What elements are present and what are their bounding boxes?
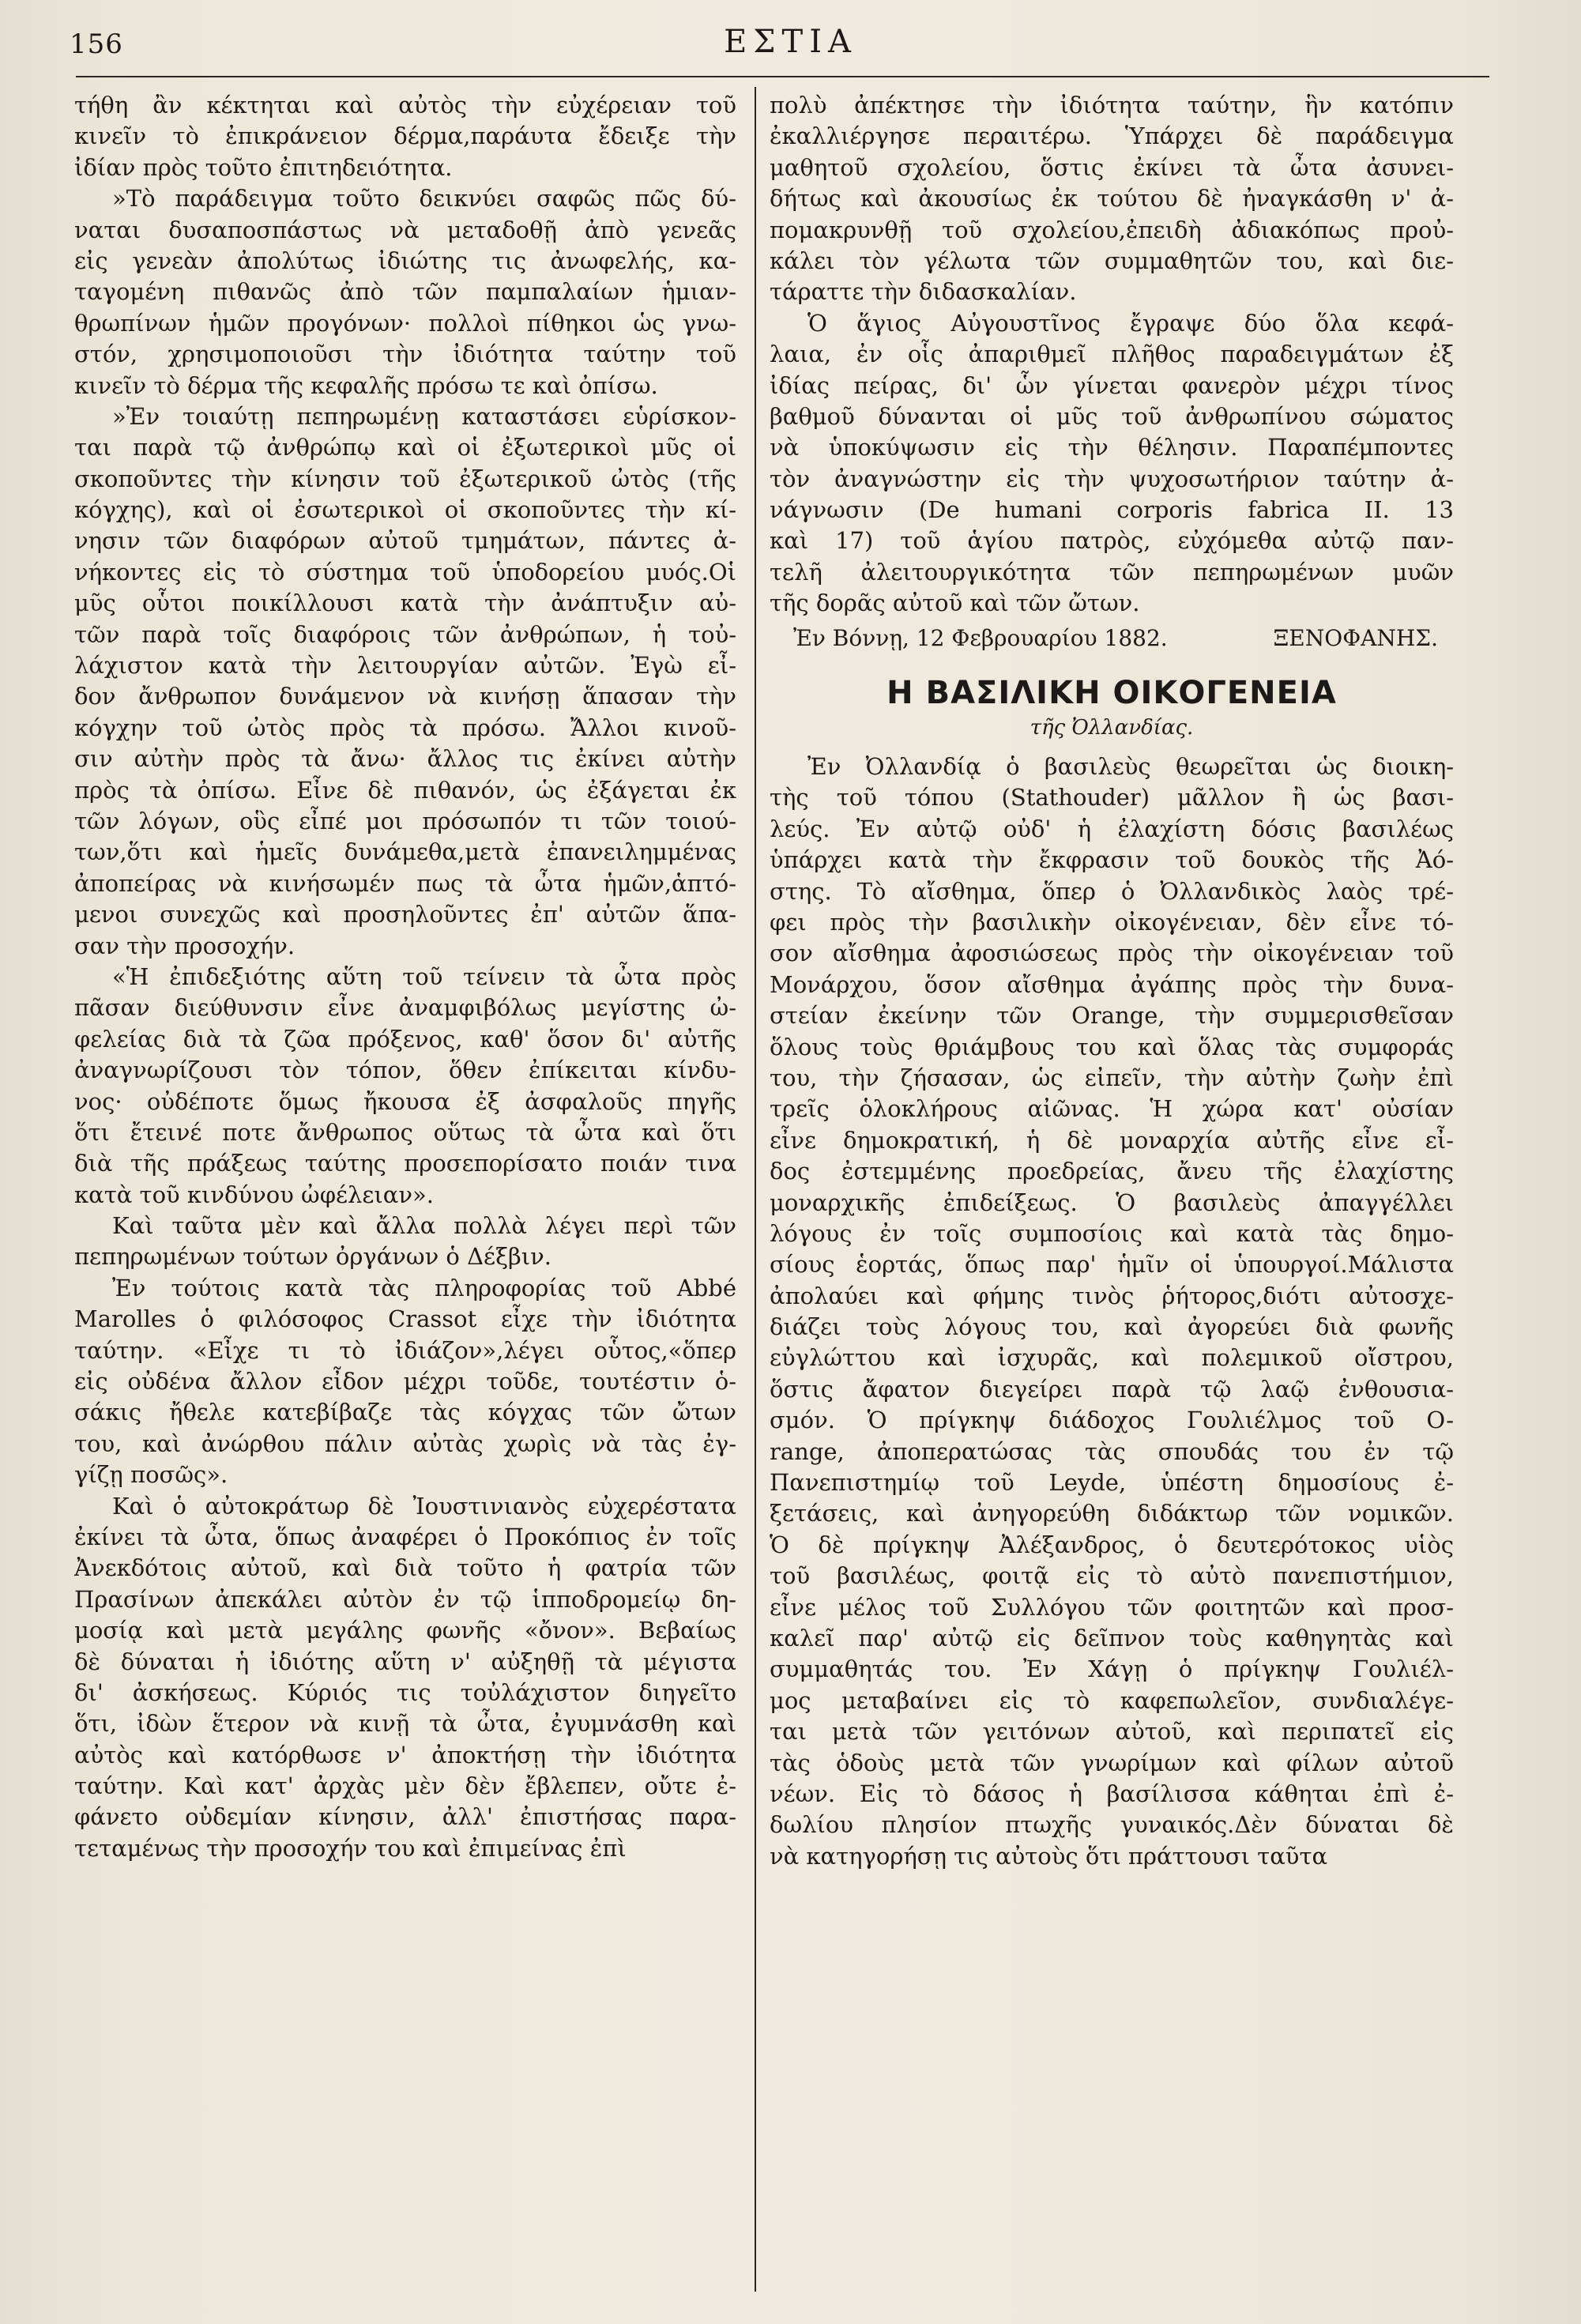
text-line: ἀποπείρας νὰ κινήσωμέν πως τὰ ὦτα ἡμῶν,ἁπτό- [74,869,736,897]
text-line: ὑπάρχει κατὰ τὴν ἔκφρασιν τοῦ δουκὸς τῆς Ἀό- [770,846,1454,874]
text-line: πολὺ ἀπέκτησε τὴν ἰδιότητα ταύτην, ἣν κατόπιν [770,92,1454,119]
text-line: συμμαθητάς του. Ἐν Χάγῃ ὁ πρίγκηψ Γουλιέλ- [770,1655,1454,1683]
text-line: ἐκίνει τὰ ὦτα, ὅπως ἀναφέρει ὁ Προκόπιος ἐν τοῖς [74,1523,736,1550]
text-line: κόγχην τοῦ ὠτὸς πρὸς τὰ πρόσω. Ἄλλοι κινοῦ- [74,714,736,741]
text-line: εἶνε δημοκρατική, ἡ δὲ μοναρχία αὐτῆς εἶνε εἶ- [770,1126,1454,1154]
text-line: Ἀνεκδότοις αὐτοῦ, καὶ διὰ τοῦτο ἡ φατρία τῶν [74,1554,736,1582]
text-line: φελείας διὰ τὰ ζῶα πρόξενος, καθ' ὅσον δι' αὐτῆς [74,1025,736,1053]
text-line: του, τὴν ζήσασαν, ὡς εἰπεῖν, τὴν αὐτὴν ζωὴν ἐπὶ [770,1064,1454,1091]
text-line: νὰ ὑποκύψωσιν εἰς τὴν θέλησιν. Παραπέμποντες [770,434,1454,461]
header-rule [76,76,1489,77]
text-line: σον αἴσθημα ἀφοσιώσεως πρὸς τὴν οἰκογένειαν τοῦ [770,940,1454,967]
section-title: Η ΒΑΣΙΛΙΚΗ ΟΙΚΟΓΕΝΕΙΑ [886,675,1337,712]
text-line: τήθη ἂν κέκτηται καὶ αὐτὸς τὴν εὐχέρειαν τοῦ [74,92,736,119]
text-line: πεπηρωμένων τούτων ὀργάνων ὁ Δέξβιν. [74,1243,552,1271]
text-line: κάλει τὸν γέλωτα τῶν συμμαθητῶν του, καὶ διε- [770,247,1454,274]
text-line: Ὁ δὲ πρίγκηψ Ἀλέξανδρος, ὁ δευτερότοκος υἱὸς [770,1531,1454,1558]
text-line: ὅστις ἄφατον διεγείρει παρὰ τῷ λαῷ ἐνθουσια- [770,1375,1454,1403]
text-line: Ἐν Ὀλλανδίᾳ ὁ βασιλεὺς θεωρεῖται ὡς διοικη- [807,753,1454,781]
text-line: δήτως καὶ ἀκουσίως ἐκ τούτου δὲ ἠναγκάσθη ν' ἀ- [770,185,1454,213]
section-subtitle: τῆς Ὀλλανδίας. [1030,716,1194,740]
text-line: λαια, ἐν οἷς ἀπαριθμεῖ πλῆθος παραδειγμάτων ἐξ [770,341,1454,368]
text-line: κατὰ τοῦ κινδύνου ὠφέλειαν». [74,1181,434,1208]
text-line: Marolles ὁ φιλόσοφος Crassot εἶχε τὴν ἰδιότητα [74,1305,736,1333]
text-line: διὰ τῆς πράξεως ταύτης προσεπορίσατο ποιάν τινα [74,1150,736,1177]
text-line: εἶνε μέλος τοῦ Συλλόγου τῶν φοιτητῶν καὶ προσ- [770,1593,1454,1621]
text-line: πομακρυνθῇ τοῦ σχολείου,ἐπειδὴ ἀδιακόπως προὐ- [770,216,1454,243]
signoff [770,623,1454,654]
text-line: νάγνωσιν (De humani corporis fabrica II. 13 [770,496,1454,524]
text-line: φει πρὸς τὴν βασιλικὴν οἰκογένειαν, δὲν εἶνε τό- [770,908,1454,936]
text-line: ταγομένη πιθανῶς ἀπὸ τῶν παμπαλαίων ἡμιαν- [74,278,736,306]
text-line: τὸν ἀναγνώστην εἰς τὴν ψυχοσωτήριον ταύτην ἀ- [770,465,1454,492]
text-line: μοναρχικῆς ἐπιδείξεως. Ὁ βασιλεὺς ἀπαγγέλλει [770,1188,1454,1216]
text-line: πρὸς τὰ ὀπίσω. Εἶνε δὲ πιθανόν, ὡς ἐξάγεται ἐκ [74,776,736,804]
signoff-place-date: Ἐν Βόννῃ, 12 Φεβρουαρίου 1882. [793,624,1168,651]
text-line: ἀναγνωρίζουσι τὸν τόπον, ὅθεν ἐπίκειται κίνδυ- [74,1057,736,1084]
left-column [74,90,736,2303]
text-line: σίους ἑορτάς, ὅπως παρ' ἡμῖν οἱ ὑπουργοί.Μάλιστα [770,1251,1454,1279]
right-column-bottom-text [770,751,1454,1872]
text-line: νήκοντες εἰς τὸ σύστημα τοῦ ὑποδορείου μυός.Οἱ [74,558,736,586]
text-line: νέων. Εἰς τὸ δάσος ἡ βασίλισσα κάθηται ἐπὶ ἐ- [770,1780,1454,1807]
text-line: τὰς ὁδοὺς μετὰ τῶν γνωρίμων καὶ φίλων αὐτοῦ [770,1749,1454,1776]
text-line: κινεῖν τὸ δέρμα τῆς κεφαλῆς πρόσω τε καὶ ὀπίσω. [74,371,658,399]
text-line: στείαν ἐκείνην τῶν Orange, τὴν συμμερισθεῖσαν [770,1002,1454,1030]
text-line: »Τὸ παράδειγμα τοῦτο δεικνύει σαφῶς πῶς δύ- [112,185,736,213]
text-line: σμόν. Ὁ πρίγκηψ διάδοχος Γουλιέλμος τοῦ O- [770,1407,1454,1434]
text-line: Πανεπιστημίῳ τοῦ Leyde, ὑπέστη δημοσίους ἐ- [770,1469,1454,1497]
text-line: σάκις ἤθελε κατεβίβαζε τὰς κόγχας τῶν ὤτων [74,1399,736,1426]
text-line: δωλίου πλησίον πτωχῆς γυναικός.Δὲν δύναται δὲ [770,1811,1454,1839]
text-line: κινεῖν τὸ ἐπικράνειον δέρμα,παράυτα ἔδειξε τὴν [74,122,736,150]
text-line: τῶν παρὰ τοῖς διαφόροις τῶν ἀνθρώπων, ἡ τοὐ- [74,620,736,648]
text-line: τὴς τοῦ τόπου (Stathouder) μᾶλλον ἢ ὡς βασι- [770,784,1454,812]
text-line: των,ὅτι καὶ ἡμεῖς δυνάμεθα,μετὰ ἐπανειλημμένας [74,838,736,866]
text-line: μος μεταβαίνει εἰς τὸ καφεπωλεῖον, συνδιαλέγε- [770,1686,1454,1714]
text-line: καὶ 17) τοῦ ἁγίου πατρὸς, εὐχόμεθα αὐτῷ παν- [770,527,1454,555]
text-line: μαθητοῦ σχολείου, ὅστις ἐκίνει τὰ ὦτα ἀσυνει- [770,153,1454,181]
text-line: εἰς γενεὰν ἀπολύτως ἰδιώτης τις ἀνωφελής, κα- [74,247,736,274]
text-line: Ὁ ἅγιος Αὐγουστῖνος ἔγραψε δύο ὅλα κεφά- [807,309,1454,337]
text-line: εἰς οὐδένα ἄλλον εἶδον μέχρι τοῦδε, τουτέστιν ὁ- [74,1368,736,1396]
text-line: κόγχης), καὶ οἱ ἐσωτερικοὶ οἱ σκοποῦντες τὴν κί- [74,496,736,524]
text-line: range, ἀποπερατώσας τὰς σπουδάς του ἐν τῷ [770,1437,1454,1465]
text-line: νὰ κατηγορήσῃ τις αὐτοὺς ὅτι πράττουσι ταῦτα [770,1842,1328,1870]
text-line: δον ἄνθρωπον δυνάμενον νὰ κινήσῃ ἅπασαν τὴν [74,683,736,710]
text-line: τοῦ βασιλέως, φοιτᾷ εἰς τὸ αὐτὸ πανεπιστήμιον, [770,1562,1454,1590]
text-line: τῆς δορᾶς αὐτοῦ καὶ τῶν ὤτων. [770,589,1140,617]
text-line: δος ἐστεμμένης προεδρείας, ἄνευ τῆς ἐλαχίστης [770,1158,1454,1185]
text-line: θρωπίνων ἡμῶν προγόνων· πολλοὶ πίθηκοι ὡς γνω- [74,309,736,337]
text-line: τρεῖς ὁλοκλήρους αἰῶνας. Ἡ χώρα κατ' οὐσίαν [770,1095,1454,1123]
text-line: λόγους ἐν τοῖς συμποσίοις καὶ κατὰ τὰς δημο- [770,1219,1454,1247]
text-line: τεταμένως τὴν προσοχήν του καὶ ἐπιμείνας ἐπὶ [74,1834,627,1862]
text-line: μοσίᾳ καὶ μετὰ μεγάλης φωνῆς «ὄνον». Βεβαίως [74,1617,736,1644]
right-column-top-text [770,90,1454,620]
text-line: εὐγλώττου καὶ ἰσχυρᾶς, καὶ πολεμικοῦ οἴστρου, [770,1344,1454,1372]
text-line: γίζῃ ποσῶς». [74,1461,228,1489]
text-line: Ἐν τούτοις κατὰ τὰς πληροφορίας τοῦ Abbé [112,1274,736,1301]
text-line: ταύτην. Καὶ κατ' ἀρχὰς μὲν δὲν ἔβλεπεν, οὔτε ἐ- [74,1772,736,1800]
text-line: δὲ δύναται ἡ ἰδιότης αὕτη ν' αὐξηθῇ τὰ μέγιστα [74,1648,736,1675]
signoff-author: ΞΕΝΟΦΑΝΗΣ. [1273,624,1438,651]
text-line: ται παρὰ τῷ ἀνθρώπῳ καὶ οἱ ἐξωτερικοὶ μῦς οἱ [74,434,736,461]
text-line: »Ἐν τοιαύτῃ πεπηρωμένῃ καταστάσει εὑρίσκον- [112,402,736,430]
text-line: Καὶ ὁ αὐτοκράτωρ δὲ Ἰουστινιανὸς εὐχερέστατα [112,1492,736,1520]
text-line: μῦς οὗτοι ποικίλλουσι κατὰ τὴν ἀνάπτυξιν αὐ- [74,589,736,617]
text-line: μενοι συνεχῶς καὶ προσηλοῦντες ἐπ' αὐτῶν ἅπα- [74,901,736,928]
text-line: λεύς. Ἐν αὐτῷ οὐδ' ἡ ἐλαχίστη δόσις βασιλέως [770,815,1454,842]
text-line: σιν αὐτὴν πρὸς τὰ ἄνω· ἄλλος τις ἐκίνει αὐτὴν [74,745,736,773]
text-line: διάζει τοὺς λόγους του, καὶ ἀγορεύει διὰ φωνῆς [770,1313,1454,1341]
text-line: ναται δυσαποσπάστως νὰ μεταδοθῇ ἀπὸ γενεᾶς [74,216,736,243]
text-line: ἰδίαν πρὸς τοῦτο ἐπιτηδειότητα. [74,153,453,181]
text-line: νος· οὐδέποτε ὅμως ἤκουσα ἐξ ἀσφαλοῦς πηγῆς [74,1087,736,1115]
text-line: ἰδίας πείρας, δι' ὧν γίνεται φανερὸν μέχρι τίνος [770,371,1454,399]
page-number: 156 [70,28,123,60]
text-line: ται μετὰ τῶν γειτόνων αὐτοῦ, καὶ περιπατεῖ εἰς [770,1718,1454,1746]
text-line: σκοποῦντες τὴν κίνησιν τοῦ ἐξωτερικοῦ ὠτὸς (τῆς [74,465,736,492]
text-line: δι' ἀσκήσεως. Κύριός τις τοὐλάχιστον διηγεῖτο [74,1678,736,1706]
text-line: του, καὶ ἀνώρθου πάλιν αὐτὰς χωρὶς νὰ τὰς ἐγ- [74,1429,736,1457]
text-line: νησιν τῶν διαφόρων αὐτοῦ τμημάτων, πάντες ἀ- [74,527,736,555]
text-line: ὅλους τοὺς θριάμβους του καὶ ὅλας τὰς συμφοράς [770,1033,1454,1060]
text-line: ἀπολαύει καὶ φήμης τινὸς ῥήτορος,διότι αὐτοσχε- [770,1282,1454,1309]
text-line: στης. Τὸ αἴσθημα, ὅπερ ὁ Ὀλλανδικὸς λαὸς τρέ- [770,877,1454,905]
text-line: τελῆ ἀλειτουργικότητα τῶν πεπηρωμένων μυῶν [770,558,1454,586]
text-line: φάνετο οὐδεμίαν κίνησιν, ἀλλ' ἐπιστήσας παρα- [74,1803,736,1831]
journal-title: ΕΣΤΙΑ [724,24,857,60]
text-line: τῶν λόγων, οὓς εἶπέ μοι πρόσωπόν τι τῶν τοιού- [74,807,736,834]
column-divider [755,87,756,2292]
text-line: Καὶ ταῦτα μὲν καὶ ἄλλα πολλὰ λέγει περὶ τῶν [112,1212,736,1240]
text-line: αὐτὸς καὶ κατόρθωσε ν' ἀποκτήσῃ τὴν ἰδιότητα [74,1741,736,1768]
text-line: ἐκαλλιέργησε περαιτέρω. Ὑπάρχει δὲ παράδειγμα [770,122,1454,150]
text-line: ξετάσεις, καὶ ἀνηγορεύθη διδάκτωρ τῶν νομικῶν. [770,1500,1454,1527]
text-line: σαν τὴν προσοχήν. [74,932,295,959]
text-line: Πρασίνων ἀπεκάλει αὐτὸν ἐν τῷ ἱπποδρομείῳ δη- [74,1585,736,1613]
text-line: ὅτι ἔτεινέ ποτε ἄνθρωπος οὕτως τὰ ὦτα καὶ ὅτι [74,1118,736,1146]
text-line: τάραττε τὴν διδασκαλίαν. [770,278,1077,306]
text-line: ταύτην. «Εἶχε τι τὸ ἰδιάζον»,λέγει οὗτος,«ὅπερ [74,1336,736,1364]
text-line: στόν, χρησιμοποιοῦσι τὴν ἰδιότητα ταύτην τοῦ [74,341,736,368]
text-line: βαθμοῦ δύνανται οἱ μῦς τοῦ ἀνθρωπίνου σώματος [770,402,1454,430]
text-line: καλεῖ παρ' αὐτῷ εἰς δεῖπνον τοὺς καθηγητὰς καὶ [770,1624,1454,1652]
text-line: πᾶσαν διεύθυνσιν εἶνε ἀναμφιβόλως μεγίστης ὠ- [74,994,736,1022]
right-column [770,90,1454,2303]
text-line: ὅτι, ἰδὼν ἕτερον νὰ κινῇ τὰ ὦτα, ἐγυμνάσθη καὶ [74,1710,736,1738]
text-line: Μονάρχου, ὅσον αἴσθημα ἀγάπης πρὸς τὴν δυνα- [770,970,1454,998]
text-line: «Ἡ ἐπιδεξιότης αὕτη τοῦ τείνειν τὰ ὦτα πρὸς [112,962,736,990]
text-line: λάχιστον κατὰ τὴν λειτουργίαν αὐτῶν. Ἐγὼ εἶ- [74,652,736,680]
